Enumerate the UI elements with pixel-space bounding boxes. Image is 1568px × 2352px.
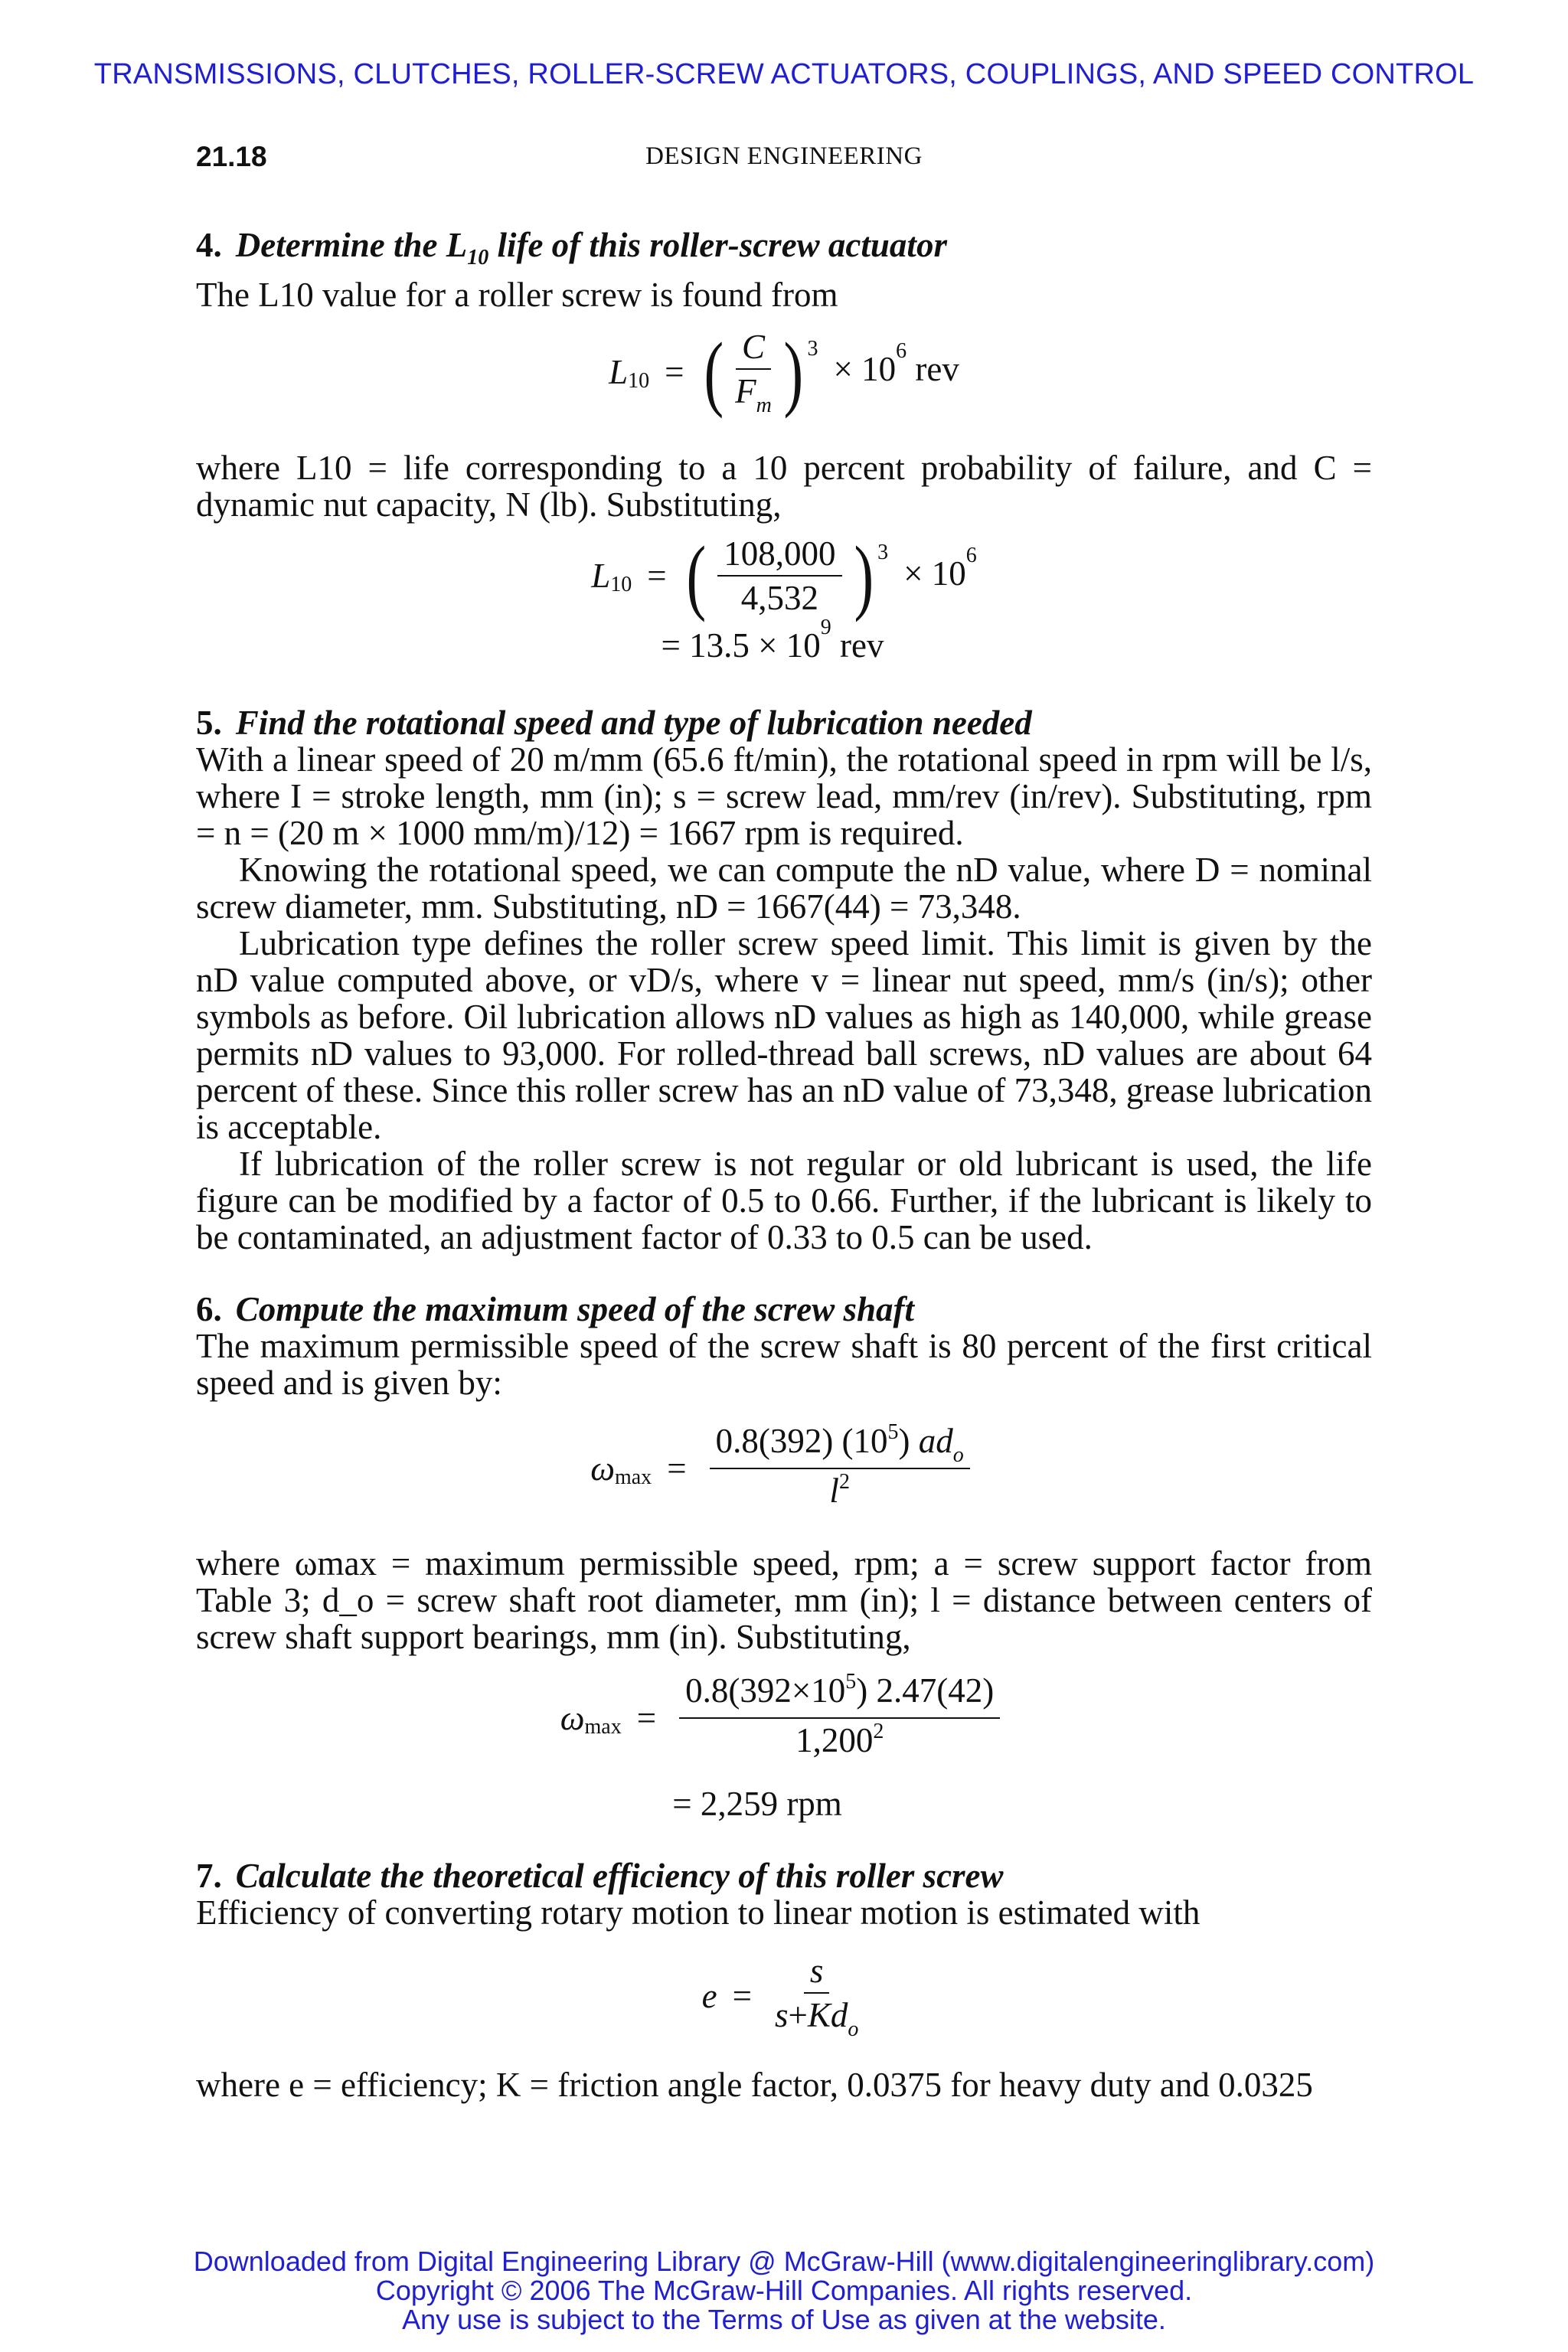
step-7-para: where e = efficiency; K = friction angle factor, 0.0375 for heavy duty and 0.0325 <box>196 2066 1313 2104</box>
step-5-para-4: If lubrication of the roller screw is not regular or old lubricant is used, the life figure can be modified by a factor of 0.5 to 0.66. Further, if the lubricant is likely to be contaminated, an adjustment factor of 0.33 to 0.5 can be used. <box>196 1145 1372 1256</box>
equation-l10-substituted: L 10 = ( $\frac{108,000}{4,532}$ ) 3 × $10^6$ <box>591 529 977 622</box>
step-5-heading: 5. Find the rotational speed and type of lubrication needed <box>196 704 1032 742</box>
running-header: TRANSMISSIONS, CLUTCHES, ROLLER-SCREW ACTUATORS, COUPLINGS, AND SPEED CONTROL <box>93 58 1475 90</box>
equation-l10-result: = $13.5 \times 10^9$ rev <box>661 616 884 665</box>
step-6-para: where ωmax = maximum permissible speed, rpm; a = screw support factor from Table 3; d_o = screw shaft root diameter, mm (in); l = distance between centers of screw shaft support bearings, mm (in). Substituting, <box>196 1544 1372 1656</box>
equation-omega-result: = 2,259 rpm <box>672 1785 842 1823</box>
footer-download-link[interactable]: Downloaded from Digital Engineering Library @ McGraw-Hill (www.digitalengineeringlibrary.com) <box>193 2246 1375 2277</box>
step-7-heading: 7. Calculate the theoretical efficiency of this roller screw <box>196 1857 1004 1895</box>
step-6-intro: The maximum permissible speed of the screw shaft is 80 percent of the first critical speed and is given by: <box>196 1327 1372 1402</box>
step-6-heading: 6. Compute the maximum speed of the screw shaft <box>196 1290 915 1328</box>
page-footer <box>0 2247 1568 2334</box>
equation-efficiency: e = $\frac{s}{s+Kd_o}$ <box>701 1952 859 2041</box>
page-number: 21.18 <box>196 141 267 172</box>
footer-terms: Any use is subject to the Terms of Use as given at the website. <box>402 2304 1166 2335</box>
book-section-title: DESIGN ENGINEERING <box>645 142 923 170</box>
page-body <box>196 227 1372 2103</box>
step-5-para-1: With a linear speed of 20 m/mm (65.6 ft/min), the rotational speed in rpm will be l/s, where I = stroke length, mm (in); s = screw lead, mm/rev (in/rev). Substituting, rpm = n = (20 m × 1000 mm/m)/12) = 1667 rpm is required. <box>196 740 1372 852</box>
step-5-para-2: Knowing the rotational speed, we can compute the nD value, where D = nominal screw diameter, mm. Substituting, nD = 1667(44) = 73,348. <box>196 851 1372 926</box>
footer-copyright: Copyright © 2006 The McGraw-Hill Companies. All rights reserved. <box>375 2275 1193 2306</box>
step-5-para-3: Lubrication type defines the roller screw speed limit. This limit is given by the nD value computed above, or vD/s, where v = linear nut speed, mm/s (in/s); other symbols as before. Oil lubrication allows nD values as high as 140,000, while grease permits nD values to 93,000. For rolled-thread ball screws, nD values are about 64 percent of these. Since this roller screw has an nD value of 73,348, grease lubrication is acceptable. <box>196 924 1372 1146</box>
equation-omega-formula: ω max = $\frac{0.8(392) (10^5) ad_o}{l^2}$ <box>196 1423 1372 1514</box>
step-4-para: where L10 = life corresponding to a 10 percent probability of failure, and C = dynamic nut capacity, N (lb). Substituting, <box>196 449 1372 524</box>
equation-omega-substituted: ω max = $\frac{0.8(392\times 10^5) 2.47(42)}{1,200^2}$ <box>196 1672 1372 1764</box>
equation-l10-formula: L 10 = ( $\frac{C}{F_m}$ ) 3 × $10^6$ rev <box>609 325 959 419</box>
step-7-intro: Efficiency of converting rotary motion to linear motion is estimated with <box>196 1893 1200 1932</box>
step-4-heading: 4. Determine the $L_{10}$ life of this roller-screw actuator <box>196 226 947 270</box>
step-4-intro: The L10 value for a roller screw is found from <box>196 276 838 314</box>
